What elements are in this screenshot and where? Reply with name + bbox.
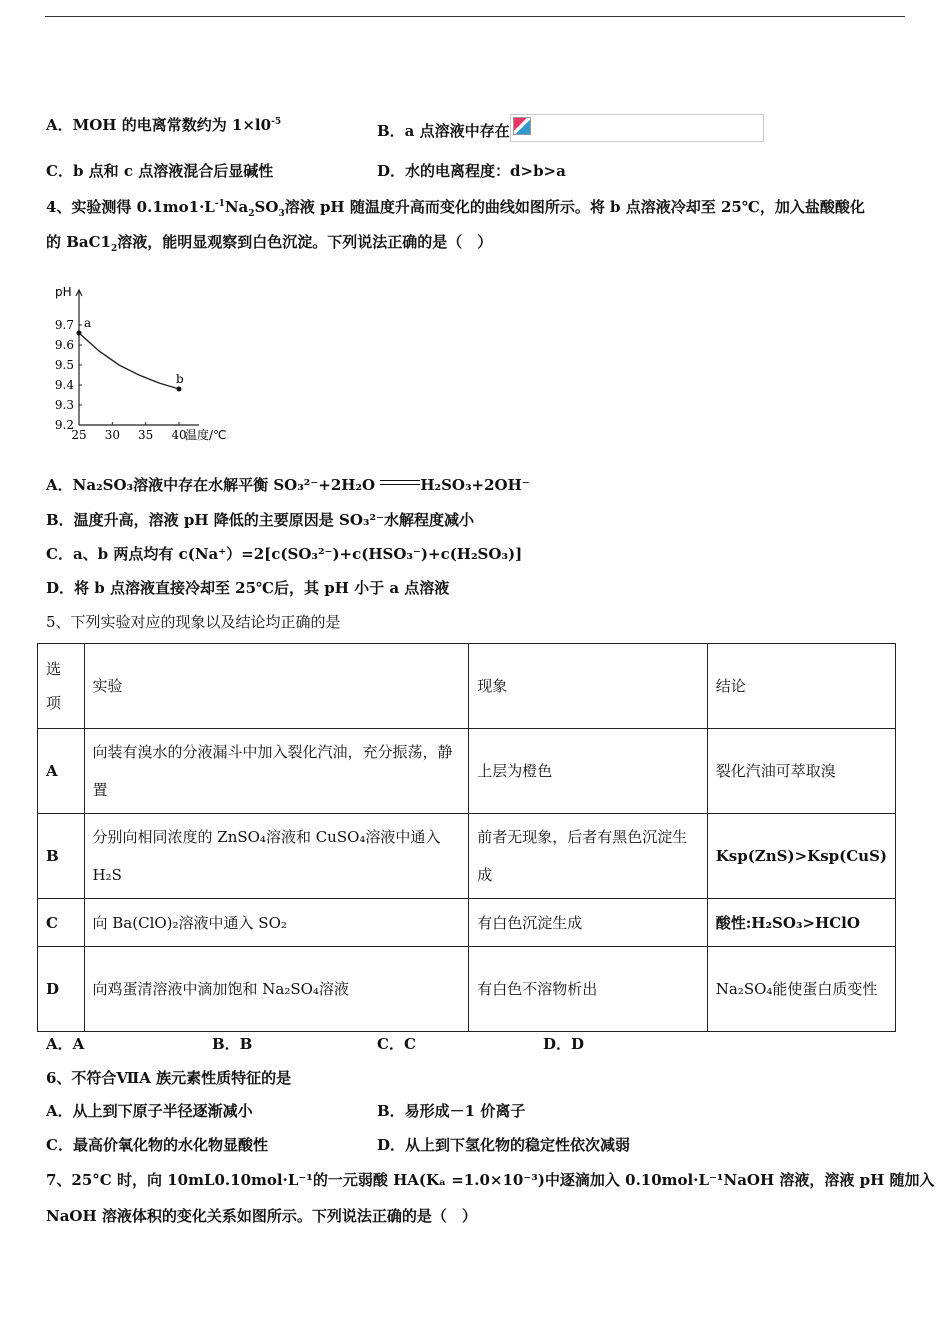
table-row [38, 814, 896, 899]
row-phenomenon: 上层为橙色 [469, 729, 708, 814]
table-row [38, 729, 896, 814]
q3-option-c: C．b 点和 c 点溶液混合后显碱性 [46, 162, 274, 180]
q6-option-d: D．从上到下氢化物的稳定性依次减弱 [377, 1136, 631, 1154]
row-conclusion: 裂化汽油可萃取溴 [707, 729, 895, 814]
row-option: C [38, 899, 85, 947]
chart-points [77, 316, 185, 392]
q4-option-c: C．a、b 两点均有 c(Na⁺）=2[c(SO₃²⁻)+c(HSO₃⁻)+c(H₂SO₃)] [46, 545, 523, 563]
y-tick-label: 9.4 [54, 378, 74, 392]
q6-option-c: C．最高价氧化物的水化物显酸性 [46, 1136, 268, 1154]
header-phenomenon: 现象 [469, 644, 708, 729]
q5-answer-d: D．D [543, 1035, 585, 1053]
point-label: b [176, 372, 184, 386]
x-tick-label: 25 [71, 428, 87, 442]
q7-stem-line2: NaOH 溶液体积的变化关系如图所示。下列说法正确的是（ ） [46, 1207, 477, 1225]
q7-stem-line1: 7、25°C 时，向 10mL0.10mol·L⁻¹的一元弱酸 HA(Kₐ =1.0×10⁻³)中逐滴加入 0.10mol·L⁻¹NaOH 溶液，溶液 pH 随加入 [46, 1171, 935, 1189]
ph-curve [79, 333, 179, 389]
q5-answer-a: A．A [46, 1035, 85, 1053]
x-tick-label: 35 [138, 428, 154, 442]
table-row [38, 899, 896, 947]
q3-option-b: B．a 点溶液中存在 [377, 114, 764, 142]
q3-option-a: A．MOH 的电离常数约为 $1\times l0^{-5}$ [46, 116, 282, 134]
data-point-a [77, 331, 82, 336]
row-option: D [38, 947, 85, 1032]
y-tick-label: 9.5 [54, 358, 74, 372]
y-tick-label: 9.7 [54, 318, 74, 332]
row-phenomenon: 有白色沉淀生成 [469, 899, 708, 947]
broken-image-icon [510, 114, 764, 142]
y-tick-label: 9.6 [54, 338, 74, 352]
row-experiment: 向鸡蛋清溶液中滴加饱和 Na₂SO₄溶液 [84, 947, 469, 1032]
header-conclusion: 结论 [707, 644, 895, 729]
table-header-row [38, 644, 896, 729]
q6-stem: 6、不符合ⅦA 族元素性质特征的是 [46, 1069, 292, 1087]
header-option: 选项 [38, 644, 85, 729]
q4-option-d: D．将 b 点溶液直接冷却至 25℃后，其 pH 小于 a 点溶液 [46, 579, 450, 597]
q4-stem-line1: 4、实验测得 $0.1mo1\cdot L^{-1}Na_2SO_3$溶液 pH 随温度升高而变化的曲线如图所示。将 b 点溶液冷却至 25℃，加入盐酸酸化 [46, 198, 865, 219]
row-phenomenon: 前者无现象，后者有黑色沉淀生成 [469, 814, 708, 899]
q6-option-a: A．从上到下原子半径逐渐减小 [46, 1102, 253, 1120]
q3-option-d: D．水的电离程度：d>b>a [377, 162, 566, 180]
row-conclusion: 酸性:H₂SO₃>HClO [707, 899, 895, 947]
chart-axes [76, 290, 199, 425]
q5-answer-b: B．B [212, 1035, 253, 1053]
ph-temperature-chart [45, 275, 245, 455]
x-tick-label: 30 [104, 428, 120, 442]
q4-option-b: B．温度升高，溶液 pH 降低的主要原因是 SO₃²⁻水解程度减小 [46, 511, 474, 529]
q4-option-a: A．Na₂SO₃溶液中存在水解平衡 SO₃²⁻+2H₂O H₂SO₃+2OH⁻ [46, 476, 530, 494]
row-conclusion: Na₂SO₄能使蛋白质变性 [707, 947, 895, 1032]
header-experiment: 实验 [84, 644, 469, 729]
x-tick-label: 40 [171, 428, 187, 442]
q4-stem-line2: 的 $BaC1_2$溶液，能明显观察到白色沉淀。下列说法正确的是（ ） [46, 233, 493, 254]
row-option: A [38, 729, 85, 814]
y-tick-label: 9.2 [54, 418, 74, 432]
row-experiment: 分别向相同浓度的 ZnSO₄溶液和 CuSO₄溶液中通入 H₂S [84, 814, 469, 899]
q6-option-b: B．易形成－1 价离子 [377, 1102, 526, 1120]
row-experiment: 向装有溴水的分液漏斗中加入裂化汽油，充分振荡，静置 [84, 729, 469, 814]
table-row [38, 947, 896, 1032]
chart-ticks [55, 318, 187, 442]
q5-answer-c: C．C [377, 1035, 416, 1053]
experiment-table [37, 643, 896, 1032]
q5-stem: 5、下列实验对应的现象以及结论均正确的是 [46, 613, 341, 631]
equilibrium-arrow-icon [380, 478, 420, 488]
row-phenomenon: 有白色不溶物析出 [469, 947, 708, 1032]
chart-ylabel: pH [55, 285, 72, 299]
data-point-b [177, 387, 182, 392]
row-experiment: 向 Ba(ClO)₂溶液中通入 SO₂ [84, 899, 469, 947]
row-conclusion: Ksp(ZnS)>Ksp(CuS) [707, 814, 895, 899]
chart-xlabel: 温度/℃ [185, 428, 227, 442]
point-label: a [84, 316, 92, 330]
row-option: B [38, 814, 85, 899]
y-tick-label: 9.3 [54, 398, 74, 412]
top-rule [45, 16, 905, 17]
